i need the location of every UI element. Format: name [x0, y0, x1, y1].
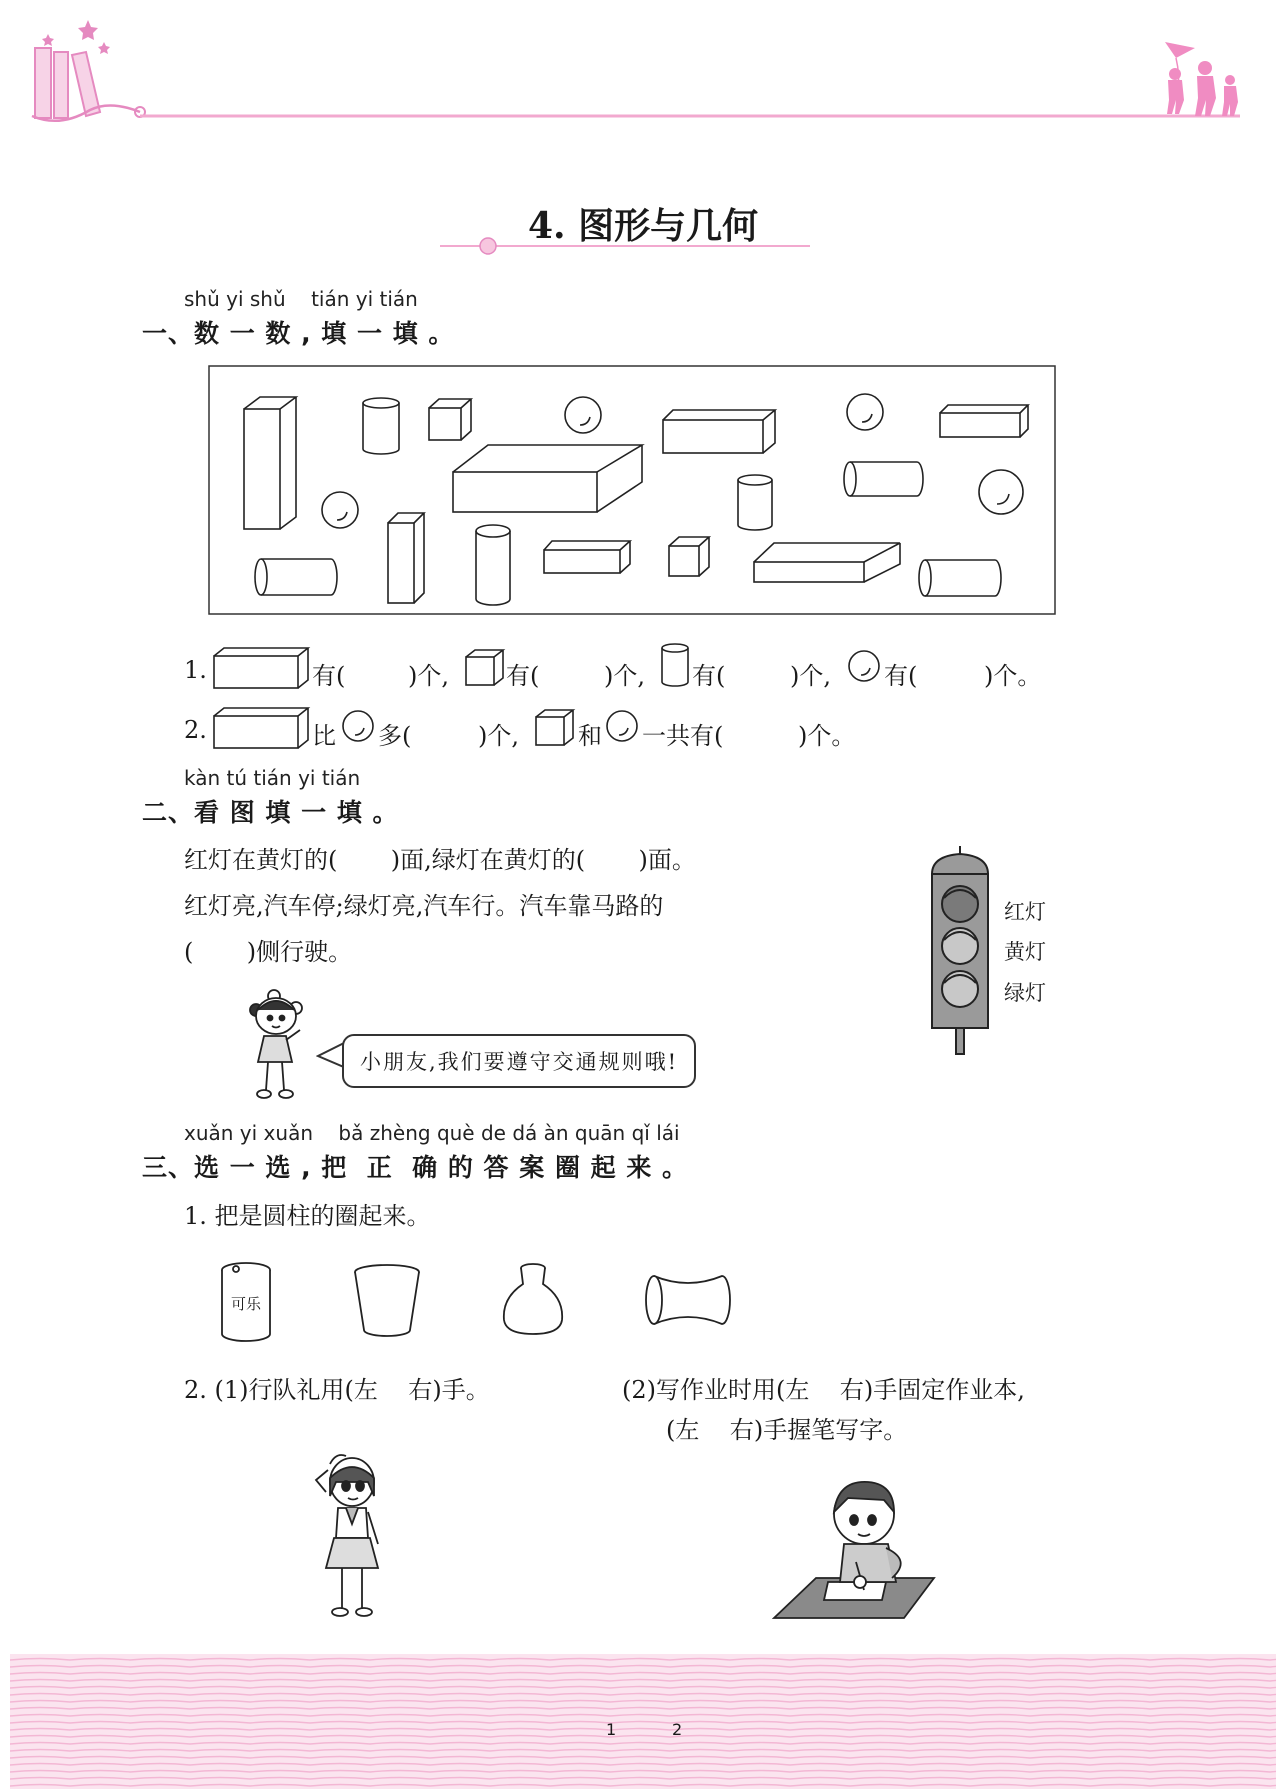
s3-q2a: 2. (1)行队礼用(左 右)手。 [184, 1376, 490, 1404]
section1-pinyin: shǔ yi shǔ tián yi tián [184, 287, 418, 311]
sphere-icon [846, 648, 882, 684]
shapes-panel [208, 365, 1058, 617]
can-label: 可乐 [231, 1295, 262, 1313]
spool-icon [644, 1272, 734, 1328]
s1-q2-yigong: 一共有( [642, 722, 724, 750]
section3-pinyin: xuǎn yi xuǎn bǎ zhèng què de dá àn quān qǐ lái [184, 1121, 680, 1145]
s1-q2-duo: 多( [378, 722, 412, 750]
section2-heading: 二、看 图 填 一 填 。 [142, 798, 399, 827]
s1-q1-you-2: 有( [506, 662, 540, 690]
page-number-left: 1 [606, 1720, 617, 1739]
girl-pointing-icon [246, 986, 316, 1102]
green-light-label: 绿灯 [1004, 981, 1046, 1005]
yellow-light-label: 黄灯 [1004, 940, 1046, 964]
title-underline [440, 236, 820, 256]
red-light-label: 红灯 [1004, 900, 1046, 924]
cube-icon [534, 708, 576, 748]
footer-stripes [10, 1654, 1276, 1789]
header-decoration [0, 0, 1287, 140]
s1-q1-part-4: )个。 [984, 662, 1042, 690]
s1-q1-you-4: 有( [884, 662, 918, 690]
s1-q1-you-1: 有( [312, 662, 346, 690]
vase-icon [498, 1262, 568, 1340]
s3-q2b: (2)写作业时用(左 右)手固定作业本, [622, 1376, 1025, 1404]
page-title: 4. 图形与几何 [528, 205, 759, 247]
section3-heading: 三、选 一 选 , 把 正 确 的 答 案 圈 起 来 。 [142, 1153, 689, 1182]
cuboid-icon [212, 646, 312, 690]
s1-q2-ge2: )个。 [798, 722, 856, 750]
sphere-icon [604, 708, 640, 744]
section1-heading: 一、数 一 数 , 填 一 填 。 [142, 319, 455, 348]
writing-boy-icon [772, 1478, 942, 1628]
s2-line1: 红灯在黄灯的( )面,绿灯在黄灯的( )面。 [184, 846, 696, 874]
cup-icon [352, 1262, 422, 1340]
s1-q2-bi: 比 [312, 722, 336, 750]
s3-q2c: (左 右)手握笔写字。 [666, 1416, 908, 1444]
s1-q1-you-3: 有( [692, 662, 726, 690]
children-kite-icon [1165, 42, 1238, 116]
s1-q1-part-2: )个, [604, 662, 645, 690]
s2-line3: ( )侧行驶。 [184, 938, 353, 966]
s1-q1-part-1: )个, [408, 662, 449, 690]
s1-q2-ge1: )个, [478, 722, 519, 750]
section2-pinyin: kàn tú tián yi tián [184, 766, 361, 790]
s1-q1-part-3: )个, [790, 662, 831, 690]
sphere-icon [340, 708, 376, 744]
saluting-girl-icon [306, 1452, 396, 1622]
page-number-right: 2 [672, 1720, 683, 1739]
traffic-light-icon [920, 846, 1000, 1056]
s2-line2: 红灯亮,汽车停;绿灯亮,汽车行。汽车靠马路的 [184, 892, 664, 920]
speech-bubble: 小朋友,我们要遵守交通规则哦! [342, 1034, 696, 1088]
s3-q1: 1. 把是圆柱的圈起来。 [184, 1202, 431, 1230]
books-icon [35, 48, 100, 118]
cube-icon [464, 648, 506, 688]
cuboid-icon [212, 706, 312, 750]
cylinder-icon [660, 642, 692, 690]
s1-q2-he: 和 [578, 722, 602, 750]
s1-q1-number: 1. [184, 656, 207, 684]
s1-q2-number: 2. [184, 716, 207, 744]
